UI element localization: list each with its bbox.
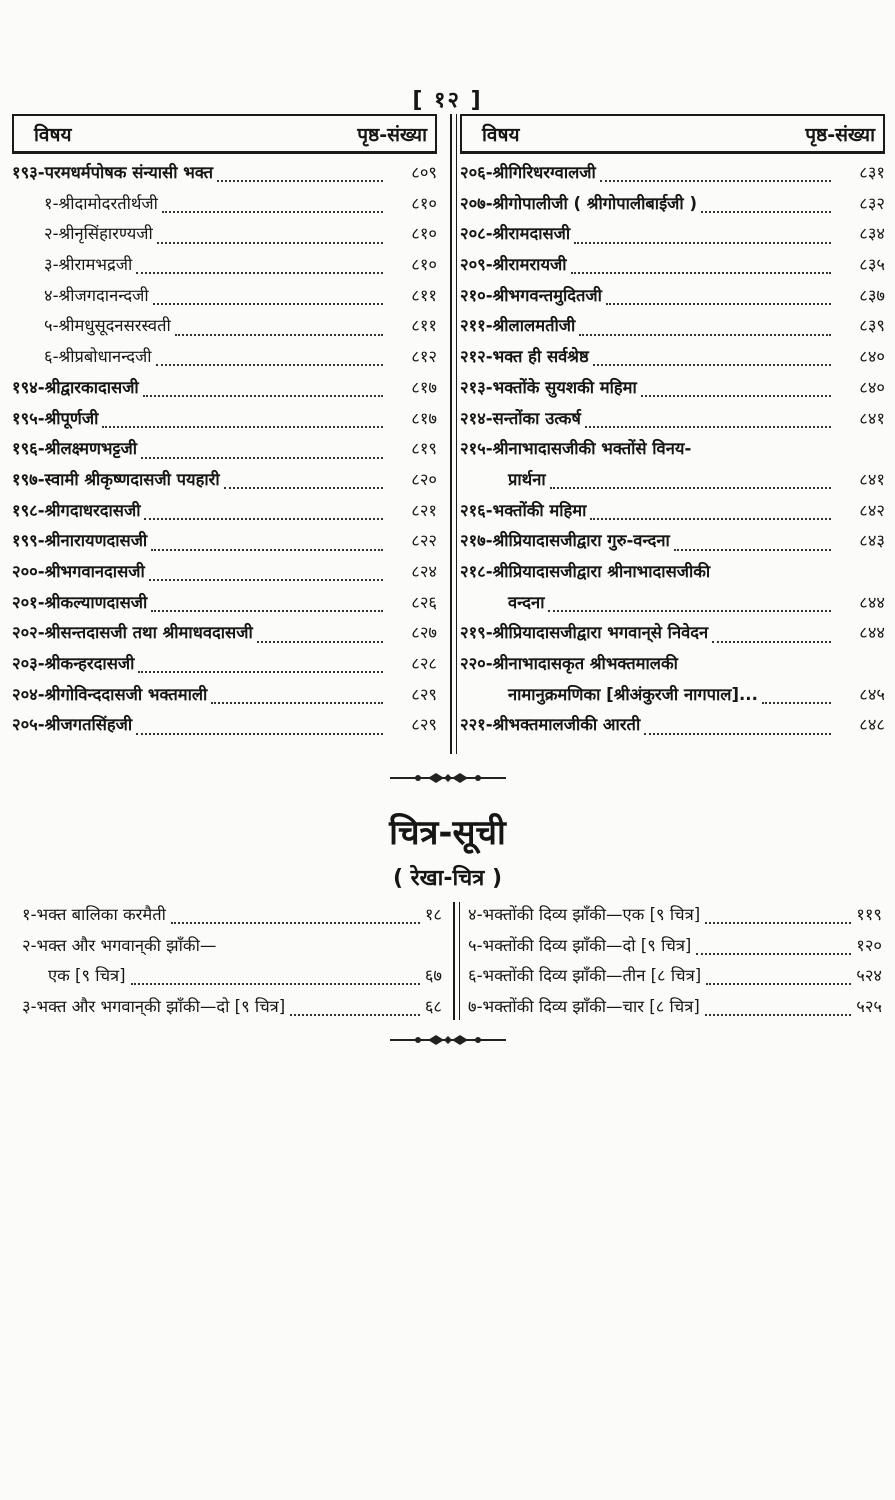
toc-right-rows — [460, 160, 885, 743]
leader-dots — [131, 983, 420, 985]
picture-row — [22, 902, 442, 933]
header-page: पृष्ठ-संख्या — [805, 123, 875, 146]
toc-entry-page: ८४३ — [859, 531, 885, 551]
toc-entry-title: श्रीजगदानन्दजी — [58, 285, 149, 305]
toc-entry-page: ८३५ — [859, 255, 885, 275]
picture-entry-title: ५-भक्तोंकी दिव्य झाँकी—दो [९ चित्र] — [468, 935, 692, 955]
picture-list-title: चित्र-सूची — [389, 813, 506, 853]
toc-entry-page: ८३९ — [859, 316, 885, 336]
toc-row — [12, 375, 437, 406]
toc-row — [460, 375, 885, 406]
column-divider-inner — [456, 114, 457, 754]
picture-entry-page: १८ — [424, 905, 442, 924]
toc-row — [12, 221, 437, 252]
leader-dots — [585, 426, 831, 428]
leader-dots — [224, 487, 383, 489]
toc-entry-page: ८१० — [411, 255, 437, 275]
toc-entry-page: ८१२ — [411, 347, 437, 367]
toc-entry-title: श्रीरामदासजी — [492, 224, 571, 244]
leader-dots — [138, 671, 383, 673]
picture-entry-page: ६७ — [424, 966, 442, 985]
leader-dots — [590, 518, 831, 520]
toc-entry-page: ८१० — [411, 224, 437, 244]
toc-row — [12, 313, 437, 344]
toc-entry-page: ८२९ — [411, 715, 437, 735]
toc-entry-title: श्रीकल्याणदासजी — [44, 592, 148, 612]
toc-entry-number: १९६- — [12, 439, 45, 459]
leader-dots — [712, 641, 831, 643]
toc-entry-title: श्रीगदाधरदासजी — [44, 500, 141, 520]
picture-column-divider — [453, 902, 455, 1020]
leader-dots — [571, 272, 831, 274]
toc-entry-page: ८२७ — [411, 623, 437, 643]
toc-entry-title: श्रीगिरिधरग्वालजी — [492, 163, 596, 182]
toc-entry-number: २०२- — [12, 623, 45, 643]
toc-entry-page: ८४० — [859, 347, 885, 367]
picture-row — [468, 994, 882, 1025]
toc-entry-page: ८४० — [859, 377, 885, 397]
toc-row — [12, 191, 437, 222]
toc-row — [460, 313, 885, 344]
leader-dots — [102, 426, 383, 428]
picture-row — [468, 902, 882, 933]
toc-entry-page: ८१७ — [411, 408, 437, 428]
toc-row — [460, 467, 885, 498]
picture-list-right — [468, 902, 882, 1024]
toc-row — [460, 559, 885, 590]
toc-entry-page: ८४८ — [859, 715, 885, 735]
toc-entry-number: २२०- — [460, 654, 493, 673]
toc-entry-number: १- — [44, 193, 59, 213]
toc-entry-page: ८२६ — [411, 592, 437, 612]
leader-dots — [574, 242, 831, 244]
toc-entry-number: १९९- — [12, 531, 45, 551]
picture-entry-page: ५२४ — [856, 966, 882, 985]
toc-row — [12, 559, 437, 590]
toc-entry-page: ८२८ — [411, 654, 437, 673]
header-page: पृष्ठ-संख्या — [357, 123, 427, 146]
leader-dots — [151, 549, 383, 551]
toc-row — [12, 498, 437, 529]
toc-row — [460, 436, 885, 467]
toc-entry-page: ८४५ — [859, 684, 885, 704]
toc-row — [12, 651, 437, 682]
toc-entry-title: श्रीकन्हरदासजी — [44, 654, 135, 673]
toc-entry-number: ३- — [44, 255, 59, 275]
leader-dots — [257, 641, 383, 643]
toc-entry-number: २०७- — [460, 193, 493, 213]
toc-entry-page: ८१० — [411, 193, 437, 213]
toc-entry-title: श्रीनारायणदासजी — [44, 531, 148, 551]
toc-entry-number: २१४- — [460, 408, 493, 428]
ornament-icon — [388, 1032, 508, 1048]
toc-entry-title: श्रीलक्ष्मणभट्टजी — [44, 439, 138, 459]
toc-entry-number: २२१- — [460, 715, 493, 735]
toc-entry-number: १९८- — [12, 500, 45, 520]
picture-row — [22, 963, 442, 994]
picture-list-left — [22, 902, 442, 1024]
toc-row — [12, 620, 437, 651]
toc-entry-number: २०८- — [460, 224, 493, 244]
toc-row — [12, 160, 437, 191]
toc-entry-number: २१६- — [460, 500, 493, 520]
toc-entry-page: ८४४ — [859, 592, 885, 612]
toc-entry-page: ८४१ — [859, 469, 885, 489]
toc-entry-page: ८२४ — [411, 561, 437, 581]
toc-row — [460, 682, 885, 713]
leader-dots — [143, 395, 383, 397]
leader-dots — [162, 211, 383, 213]
leader-dots — [151, 610, 383, 612]
toc-entry-number: ४- — [44, 285, 59, 305]
picture-entry-title: २-भक्त और भगवान्‌की झाँकी— — [22, 935, 217, 955]
leader-dots — [579, 334, 831, 336]
toc-entry-number: २- — [44, 224, 59, 244]
picture-row — [22, 933, 442, 964]
toc-entry-number: २१९- — [460, 623, 493, 643]
picture-row — [468, 963, 882, 994]
toc-entry-number: २०१- — [12, 592, 45, 612]
toc-row — [12, 712, 437, 743]
toc-row — [12, 436, 437, 467]
toc-entry-title: श्रीद्वारकादासजी — [44, 377, 139, 397]
leader-dots — [290, 1014, 420, 1016]
toc-entry-title: श्रीगोविन्ददासजी भक्तमाली — [44, 684, 208, 704]
picture-column-divider-inner — [459, 902, 460, 1020]
picture-entry-page: ५२५ — [856, 996, 882, 1016]
toc-entry-title: श्रीमधुसूदनसरस्वती — [58, 316, 171, 336]
toc-row — [12, 590, 437, 621]
toc-entry-page: ८११ — [411, 316, 437, 336]
toc-row — [460, 651, 885, 682]
toc-entry-number: २१३- — [460, 377, 493, 397]
picture-entry-title: ४-भक्तोंकी दिव्य झाँकी—एक [९ चित्र] — [468, 905, 701, 924]
toc-entry-number: १९५- — [12, 408, 45, 428]
leader-dots — [641, 395, 831, 397]
toc-entry-title: श्रीनाभादासकृत श्रीभक्तमालकी — [492, 654, 678, 673]
leader-dots — [157, 242, 383, 244]
toc-entry-page: ८४४ — [859, 623, 885, 643]
header-subject: विषय — [34, 123, 72, 146]
toc-entry-title: नामानुक्रमणिका [श्रीअंकुरजी नागपाल]... — [508, 684, 758, 704]
toc-row — [460, 344, 885, 375]
leader-dots — [136, 272, 383, 274]
toc-entry-title: श्रीरामभद्रजी — [58, 255, 133, 275]
leader-dots — [674, 549, 831, 551]
leader-dots — [705, 922, 851, 924]
toc-entry-number: २११- — [460, 316, 493, 336]
toc-entry-title: श्रीरामरायजी — [492, 255, 567, 275]
picture-entry-page: ११९ — [856, 905, 882, 924]
toc-row — [460, 620, 885, 651]
toc-row — [12, 467, 437, 498]
header-subject: विषय — [482, 123, 520, 146]
toc-entry-number: २०९- — [460, 255, 493, 275]
leader-dots — [171, 922, 420, 924]
toc-left-column — [12, 114, 437, 743]
toc-entry-title: श्रीभक्तमालजीकी आरती — [492, 715, 641, 735]
leader-dots — [696, 953, 851, 955]
toc-row — [460, 406, 885, 437]
toc-row — [460, 498, 885, 529]
toc-entry-number: १९४- — [12, 377, 45, 397]
toc-entry-page: ८३४ — [859, 224, 885, 244]
toc-entry-page: ८१९ — [411, 439, 437, 459]
toc-entry-title: श्रीपूर्णजी — [44, 408, 99, 428]
toc-row — [460, 160, 885, 191]
toc-row — [12, 283, 437, 314]
toc-entry-title: वन्दना — [508, 592, 545, 612]
toc-entry-number: २००- — [12, 561, 45, 581]
toc-row — [12, 252, 437, 283]
leader-dots — [705, 1014, 851, 1016]
leader-dots — [175, 334, 383, 336]
toc-entry-title: श्रीलालमतीजी — [492, 316, 576, 336]
toc-entry-title: स्वामी श्रीकृष्णदासजी पयहारी — [44, 469, 220, 489]
picture-entry-title: एक [९ चित्र] — [48, 966, 126, 985]
toc-entry-number: २०३- — [12, 654, 45, 673]
toc-entry-number: २१०- — [460, 285, 493, 305]
picture-list-subtitle: ( रेखा-चित्र ) — [392, 866, 503, 891]
toc-entry-number: २१७- — [460, 531, 493, 551]
picture-entry-title: ३-भक्त और भगवान्‌की झाँकी—दो [९ चित्र] — [22, 996, 286, 1016]
toc-row — [460, 283, 885, 314]
toc-row — [12, 682, 437, 713]
toc-entry-title: परमधर्मपोषक संन्यासी भक्त — [44, 163, 214, 182]
toc-row — [460, 191, 885, 222]
toc-right-column — [460, 114, 885, 743]
leader-dots — [550, 487, 831, 489]
toc-row — [12, 406, 437, 437]
leader-dots — [211, 702, 383, 704]
leader-dots — [153, 303, 383, 305]
toc-entry-number: २०५- — [12, 715, 45, 735]
toc-entry-title: श्रीप्रबोधानन्दजी — [58, 347, 152, 367]
toc-entry-title: श्रीगोपालीजी ( श्रीगोपालीबाईजी ) — [492, 193, 697, 213]
leader-dots — [156, 364, 383, 366]
toc-entry-title: श्रीभगवन्तमुदितजी — [492, 285, 602, 305]
leader-dots — [149, 579, 383, 581]
toc-entry-title: प्रार्थना — [508, 469, 546, 489]
toc-entry-page: ८३२ — [859, 193, 885, 213]
leader-dots — [600, 180, 831, 182]
toc-entry-number: २१५- — [460, 439, 493, 459]
toc-row — [460, 221, 885, 252]
toc-entry-title: श्रीनाभादासजीकी भक्तोंसे विनय- — [492, 439, 692, 459]
leader-dots — [706, 983, 851, 985]
toc-entry-title: भक्तोंकी महिमा — [492, 500, 587, 520]
toc-row — [12, 528, 437, 559]
leader-dots — [217, 180, 383, 182]
toc-entry-title: श्रीप्रियादासजीद्वारा भगवान्‌से निवेदन — [492, 623, 709, 643]
picture-row — [22, 994, 442, 1025]
toc-entry-number: २१२- — [460, 347, 493, 367]
leader-dots — [144, 518, 383, 520]
picture-entry-page: १२० — [856, 935, 882, 955]
toc-row — [12, 344, 437, 375]
toc-entry-page: ८१७ — [411, 377, 437, 397]
toc-entry-title: श्रीदामोदरतीर्थजी — [58, 193, 158, 213]
toc-left-rows — [12, 160, 437, 743]
toc-row — [460, 590, 885, 621]
toc-entry-title: सन्तोंका उत्कर्ष — [492, 408, 581, 428]
ornament-icon — [388, 770, 508, 786]
page-number: [ १२ ] — [412, 88, 483, 113]
toc-entry-title: श्रीप्रियादासजीद्वारा गुरु-वन्दना — [492, 531, 670, 551]
toc-entry-number: १९७- — [12, 469, 45, 489]
leader-dots — [701, 211, 831, 213]
picture-entry-page: ६८ — [424, 996, 442, 1016]
toc-entry-page: ८२० — [411, 469, 437, 489]
leader-dots — [762, 702, 831, 704]
toc-entry-number: १९३- — [12, 163, 45, 182]
toc-entry-title: भक्तोंके सुयशकी महिमा — [492, 377, 637, 397]
toc-entry-title: श्रीजगतसिंहजी — [44, 715, 133, 735]
toc-entry-page: ८२९ — [411, 684, 437, 704]
toc-entry-page: ८०९ — [411, 163, 437, 182]
toc-entry-page: ८३७ — [859, 285, 885, 305]
leader-dots — [593, 364, 831, 366]
toc-row — [460, 252, 885, 283]
toc-entry-title: श्रीनृसिंहारण्यजी — [58, 224, 153, 244]
toc-entry-page: ८४१ — [859, 408, 885, 428]
toc-entry-title: श्रीप्रियादासजीद्वारा श्रीनाभादासजीकी — [492, 561, 711, 581]
toc-entry-page: ८२२ — [411, 531, 437, 551]
toc-entry-page: ८४२ — [859, 500, 885, 520]
toc-entry-number: ५- — [44, 316, 59, 336]
picture-entry-title: १-भक्त बालिका करमैती — [22, 905, 166, 924]
column-divider — [450, 114, 452, 754]
toc-entry-page: ८११ — [411, 285, 437, 305]
toc-entry-page: ८२१ — [411, 500, 437, 520]
toc-entry-page: ८३१ — [859, 163, 885, 182]
leader-dots — [644, 733, 831, 735]
toc-entry-number: ६- — [44, 347, 59, 367]
leader-dots — [141, 457, 383, 459]
toc-row — [460, 712, 885, 743]
toc-entry-title: भक्त ही सर्वश्रेष्ठ — [492, 347, 589, 367]
leader-dots — [548, 610, 831, 612]
picture-entry-title: ६-भक्तोंकी दिव्य झाँकी—तीन [८ चित्र] — [468, 966, 702, 985]
toc-entry-title: श्रीभगवानदासजी — [44, 561, 145, 581]
toc-entry-number: २०४- — [12, 684, 45, 704]
toc-header — [460, 114, 885, 154]
picture-entry-title: ७-भक्तोंकी दिव्य झाँकी—चार [८ चित्र] — [468, 996, 700, 1016]
toc-header — [12, 114, 437, 154]
toc-entry-number: २०६- — [460, 163, 493, 182]
leader-dots — [606, 303, 831, 305]
picture-row — [468, 933, 882, 964]
toc-row — [460, 528, 885, 559]
leader-dots — [136, 733, 383, 735]
ornament-divider-bottom — [0, 1032, 895, 1048]
toc-entry-number: २१८- — [460, 561, 493, 581]
ornament-divider — [0, 770, 895, 786]
toc-entry-title: श्रीसन्तदासजी तथा श्रीमाधवदासजी — [44, 623, 253, 643]
